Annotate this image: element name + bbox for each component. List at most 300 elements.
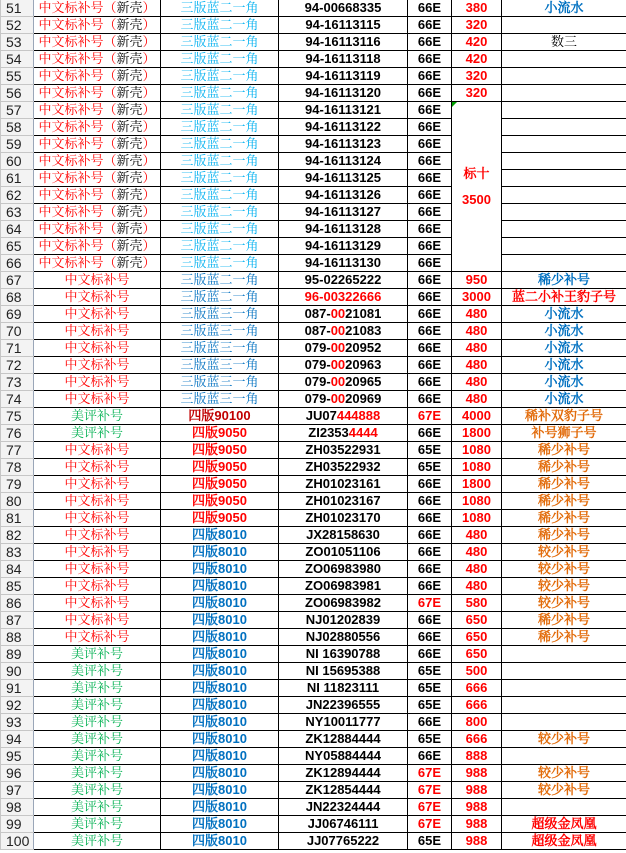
row-number[interactable]: 94 [1,731,34,748]
cell-serial-number[interactable] [279,323,408,340]
row-number[interactable]: 57 [1,102,34,119]
cell-note[interactable] [502,680,626,697]
cell-price[interactable]: 480 [452,374,502,391]
cell-series[interactable] [161,816,279,833]
cell-note[interactable]: 补号狮子号 [502,425,626,442]
row-number[interactable]: 82 [1,527,34,544]
cell-grade[interactable]: 67E [408,782,452,799]
cell-grade[interactable]: 66E [408,357,452,374]
cell-grade[interactable]: 66E [408,17,452,34]
cell-note[interactable] [502,68,626,85]
cell-note[interactable] [502,136,626,153]
cell-grade[interactable]: 66E [408,68,452,85]
cell-price[interactable]: 420 [452,34,502,51]
cell-grade[interactable]: 67E [408,799,452,816]
cell-serial-number[interactable] [279,408,408,425]
row-number[interactable]: 66 [1,255,34,272]
cell-serial-number[interactable] [279,493,408,510]
row-number[interactable]: 75 [1,408,34,425]
cell-series[interactable] [161,204,279,221]
cell-price[interactable]: 1800 [452,476,502,493]
cell-price[interactable]: 988 [452,833,502,850]
cell-category[interactable] [34,408,161,425]
cell-category[interactable] [34,629,161,646]
cell-category[interactable] [34,170,161,187]
cell-price[interactable]: 3000 [452,289,502,306]
cell-category[interactable] [34,459,161,476]
cell-grade[interactable]: 66E [408,238,452,255]
cell-serial-number[interactable] [279,68,408,85]
cell-grade[interactable]: 66E [408,578,452,595]
cell-serial-number[interactable] [279,799,408,816]
cell-note[interactable]: 小流水 [502,323,626,340]
cell-series[interactable] [161,289,279,306]
cell-grade[interactable]: 66E [408,136,452,153]
cell-serial-number[interactable] [279,357,408,374]
cell-grade[interactable]: 66E [408,527,452,544]
cell-grade[interactable]: 67E [408,408,452,425]
row-number[interactable]: 87 [1,612,34,629]
cell-category[interactable] [34,51,161,68]
cell-series[interactable] [161,663,279,680]
cell-category[interactable] [34,561,161,578]
cell-serial-number[interactable] [279,391,408,408]
cell-note[interactable]: 超级金凤凰 [502,816,626,833]
cell-note[interactable] [502,85,626,102]
cell-category[interactable] [34,391,161,408]
cell-category[interactable] [34,510,161,527]
cell-serial-number[interactable] [279,646,408,663]
row-number[interactable]: 65 [1,238,34,255]
cell-price[interactable]: 950 [452,272,502,289]
cell-note[interactable]: 较少补号 [502,544,626,561]
cell-note[interactable] [502,663,626,680]
cell-grade[interactable]: 66E [408,629,452,646]
cell-series[interactable] [161,425,279,442]
cell-series[interactable] [161,680,279,697]
cell-note[interactable]: 稀少补号 [502,442,626,459]
cell-serial-number[interactable] [279,680,408,697]
cell-price[interactable]: 666 [452,731,502,748]
cell-price[interactable]: 988 [452,816,502,833]
cell-category[interactable] [34,748,161,765]
cell-price[interactable]: 480 [452,340,502,357]
cell-category[interactable] [34,476,161,493]
cell-series[interactable] [161,136,279,153]
cell-series[interactable] [161,170,279,187]
cell-series[interactable] [161,459,279,476]
cell-grade[interactable]: 66E [408,425,452,442]
cell-category[interactable] [34,799,161,816]
cell-series[interactable] [161,272,279,289]
row-number[interactable]: 89 [1,646,34,663]
cell-grade[interactable]: 66E [408,493,452,510]
cell-serial-number[interactable] [279,816,408,833]
cell-series[interactable] [161,527,279,544]
cell-price[interactable]: 800 [452,714,502,731]
cell-series[interactable] [161,51,279,68]
cell-note[interactable]: 超级金凤凰 [502,833,626,850]
row-number[interactable]: 76 [1,425,34,442]
row-number[interactable]: 90 [1,663,34,680]
cell-series[interactable] [161,238,279,255]
cell-serial-number[interactable] [279,0,408,17]
cell-category[interactable] [34,119,161,136]
cell-serial-number[interactable] [279,255,408,272]
row-number[interactable]: 69 [1,306,34,323]
cell-serial-number[interactable] [279,136,408,153]
cell-category[interactable] [34,68,161,85]
cell-grade[interactable]: 65E [408,731,452,748]
cell-price[interactable]: 666 [452,680,502,697]
cell-category[interactable] [34,612,161,629]
row-number[interactable]: 95 [1,748,34,765]
cell-note[interactable] [502,714,626,731]
cell-serial-number[interactable] [279,85,408,102]
cell-note[interactable] [502,204,626,221]
cell-note[interactable]: 较少补号 [502,782,626,799]
cell-serial-number[interactable] [279,102,408,119]
cell-grade[interactable]: 66E [408,561,452,578]
cell-series[interactable] [161,799,279,816]
row-number[interactable]: 63 [1,204,34,221]
cell-grade[interactable]: 66E [408,255,452,272]
cell-serial-number[interactable] [279,459,408,476]
row-number[interactable]: 70 [1,323,34,340]
cell-serial-number[interactable] [279,187,408,204]
cell-series[interactable] [161,612,279,629]
cell-price[interactable]: 1080 [452,459,502,476]
cell-price[interactable]: 480 [452,561,502,578]
row-number[interactable]: 100 [1,833,34,850]
cell-category[interactable] [34,272,161,289]
cell-category[interactable] [34,357,161,374]
cell-serial-number[interactable] [279,425,408,442]
cell-note[interactable]: 小流水 [502,306,626,323]
cell-serial-number[interactable] [279,238,408,255]
cell-grade[interactable]: 66E [408,204,452,221]
cell-series[interactable] [161,544,279,561]
row-number[interactable]: 56 [1,85,34,102]
cell-note[interactable]: 稀少补号 [502,510,626,527]
row-number[interactable]: 74 [1,391,34,408]
cell-serial-number[interactable] [279,561,408,578]
cell-serial-number[interactable] [279,17,408,34]
cell-price[interactable]: 1080 [452,442,502,459]
row-number[interactable]: 85 [1,578,34,595]
cell-price[interactable]: 650 [452,612,502,629]
cell-note[interactable]: 稀少补号 [502,476,626,493]
cell-serial-number[interactable] [279,697,408,714]
cell-series[interactable] [161,748,279,765]
cell-note[interactable] [502,170,626,187]
cell-grade[interactable]: 65E [408,697,452,714]
cell-serial-number[interactable] [279,221,408,238]
cell-category[interactable] [34,238,161,255]
cell-serial-number[interactable] [279,748,408,765]
cell-note[interactable]: 小流水 [502,340,626,357]
cell-serial-number[interactable] [279,782,408,799]
cell-category[interactable] [34,816,161,833]
cell-grade[interactable]: 67E [408,765,452,782]
row-number[interactable]: 97 [1,782,34,799]
cell-series[interactable] [161,340,279,357]
row-number[interactable]: 99 [1,816,34,833]
row-number[interactable]: 52 [1,17,34,34]
row-number[interactable]: 77 [1,442,34,459]
cell-series[interactable] [161,476,279,493]
cell-grade[interactable]: 66E [408,391,452,408]
cell-note[interactable] [502,119,626,136]
cell-category[interactable] [34,544,161,561]
cell-series[interactable] [161,34,279,51]
cell-serial-number[interactable] [279,527,408,544]
cell-price[interactable]: 888 [452,748,502,765]
cell-series[interactable] [161,697,279,714]
row-number[interactable]: 59 [1,136,34,153]
cell-grade[interactable]: 66E [408,748,452,765]
row-number[interactable]: 68 [1,289,34,306]
cell-note[interactable]: 稀少补号 [502,612,626,629]
row-number[interactable]: 71 [1,340,34,357]
cell-category[interactable] [34,102,161,119]
cell-category[interactable] [34,714,161,731]
cell-note[interactable] [502,17,626,34]
cell-note[interactable]: 较少补号 [502,595,626,612]
cell-category[interactable] [34,833,161,850]
cell-grade[interactable]: 66E [408,374,452,391]
cell-category[interactable] [34,306,161,323]
cell-category[interactable] [34,0,161,17]
row-number[interactable]: 91 [1,680,34,697]
cell-category[interactable] [34,204,161,221]
cell-category[interactable] [34,578,161,595]
cell-category[interactable] [34,187,161,204]
row-number[interactable]: 79 [1,476,34,493]
cell-serial-number[interactable] [279,272,408,289]
cell-price[interactable]: 650 [452,646,502,663]
cell-price[interactable]: 988 [452,765,502,782]
cell-serial-number[interactable] [279,374,408,391]
cell-series[interactable] [161,782,279,799]
cell-category[interactable] [34,782,161,799]
cell-price[interactable]: 380 [452,0,502,17]
cell-note[interactable] [502,153,626,170]
row-number[interactable]: 64 [1,221,34,238]
cell-series[interactable] [161,595,279,612]
cell-series[interactable] [161,357,279,374]
cell-note[interactable] [502,255,626,272]
cell-category[interactable] [34,85,161,102]
cell-note[interactable]: 稀补双豹子号 [502,408,626,425]
cell-series[interactable] [161,255,279,272]
cell-price[interactable]: 666 [452,697,502,714]
cell-price[interactable]: 1080 [452,493,502,510]
cell-price[interactable]: 4000 [452,408,502,425]
cell-grade[interactable]: 66E [408,221,452,238]
cell-serial-number[interactable] [279,544,408,561]
cell-note[interactable]: 稀少补号 [502,493,626,510]
cell-serial-number[interactable] [279,153,408,170]
row-number[interactable]: 61 [1,170,34,187]
row-number[interactable]: 67 [1,272,34,289]
cell-price[interactable]: 580 [452,595,502,612]
row-number[interactable]: 84 [1,561,34,578]
cell-serial-number[interactable] [279,578,408,595]
cell-series[interactable] [161,493,279,510]
cell-serial-number[interactable] [279,170,408,187]
cell-serial-number[interactable] [279,714,408,731]
row-number[interactable]: 53 [1,34,34,51]
cell-price-merged[interactable] [452,102,502,272]
row-number[interactable]: 60 [1,153,34,170]
row-number[interactable]: 78 [1,459,34,476]
cell-serial-number[interactable] [279,204,408,221]
row-number[interactable]: 86 [1,595,34,612]
cell-category[interactable] [34,595,161,612]
cell-serial-number[interactable] [279,663,408,680]
cell-note[interactable] [502,51,626,68]
cell-series[interactable] [161,187,279,204]
cell-category[interactable] [34,425,161,442]
row-number[interactable]: 80 [1,493,34,510]
cell-price[interactable]: 480 [452,578,502,595]
cell-series[interactable] [161,391,279,408]
cell-series[interactable] [161,221,279,238]
cell-note[interactable] [502,748,626,765]
cell-note[interactable]: 稀少补号 [502,459,626,476]
cell-series[interactable] [161,153,279,170]
cell-serial-number[interactable] [279,306,408,323]
cell-category[interactable] [34,765,161,782]
cell-grade[interactable]: 66E [408,306,452,323]
row-number[interactable]: 54 [1,51,34,68]
cell-series[interactable] [161,68,279,85]
cell-serial-number[interactable] [279,629,408,646]
cell-series[interactable] [161,578,279,595]
cell-price[interactable]: 1080 [452,510,502,527]
cell-price[interactable]: 988 [452,782,502,799]
cell-category[interactable] [34,527,161,544]
cell-price[interactable]: 480 [452,323,502,340]
cell-serial-number[interactable] [279,442,408,459]
cell-note[interactable]: 较少补号 [502,561,626,578]
row-number[interactable]: 93 [1,714,34,731]
cell-grade[interactable]: 66E [408,102,452,119]
row-number[interactable]: 98 [1,799,34,816]
cell-grade[interactable]: 66E [408,272,452,289]
cell-category[interactable] [34,323,161,340]
cell-serial-number[interactable] [279,765,408,782]
cell-series[interactable] [161,561,279,578]
row-number[interactable]: 73 [1,374,34,391]
cell-series[interactable] [161,510,279,527]
cell-serial-number[interactable] [279,289,408,306]
cell-note[interactable]: 蓝二小补王豹子号 [502,289,626,306]
cell-category[interactable] [34,255,161,272]
cell-series[interactable] [161,765,279,782]
cell-grade[interactable]: 66E [408,612,452,629]
cell-grade[interactable]: 66E [408,510,452,527]
cell-grade[interactable]: 66E [408,476,452,493]
cell-series[interactable] [161,374,279,391]
row-number[interactable]: 96 [1,765,34,782]
row-number[interactable]: 92 [1,697,34,714]
cell-category[interactable] [34,663,161,680]
cell-grade[interactable]: 66E [408,119,452,136]
cell-grade[interactable]: 66E [408,153,452,170]
cell-serial-number[interactable] [279,510,408,527]
cell-note[interactable]: 较少补号 [502,731,626,748]
cell-serial-number[interactable] [279,612,408,629]
cell-grade[interactable]: 65E [408,680,452,697]
cell-price[interactable]: 480 [452,306,502,323]
cell-serial-number[interactable] [279,833,408,850]
cell-grade[interactable]: 67E [408,816,452,833]
cell-grade[interactable]: 65E [408,442,452,459]
cell-category[interactable] [34,680,161,697]
cell-price[interactable]: 1800 [452,425,502,442]
cell-category[interactable] [34,340,161,357]
cell-price[interactable]: 420 [452,51,502,68]
cell-price[interactable]: 650 [452,629,502,646]
cell-grade[interactable]: 65E [408,833,452,850]
cell-grade[interactable]: 67E [408,595,452,612]
cell-series[interactable] [161,629,279,646]
cell-category[interactable] [34,34,161,51]
cell-category[interactable] [34,697,161,714]
cell-note[interactable]: 数三 [502,34,626,51]
row-number[interactable]: 58 [1,119,34,136]
cell-price[interactable]: 500 [452,663,502,680]
cell-series[interactable] [161,731,279,748]
cell-price[interactable]: 988 [452,799,502,816]
cell-grade[interactable]: 66E [408,646,452,663]
cell-grade[interactable]: 66E [408,34,452,51]
cell-grade[interactable]: 65E [408,459,452,476]
cell-category[interactable] [34,289,161,306]
row-number[interactable]: 88 [1,629,34,646]
cell-category[interactable] [34,442,161,459]
cell-note[interactable]: 稀少补号 [502,527,626,544]
cell-price[interactable]: 480 [452,544,502,561]
cell-grade[interactable]: 66E [408,544,452,561]
cell-series[interactable] [161,833,279,850]
row-number[interactable]: 55 [1,68,34,85]
cell-price[interactable]: 320 [452,85,502,102]
cell-series[interactable] [161,646,279,663]
cell-category[interactable] [34,17,161,34]
cell-note[interactable]: 小流水 [502,391,626,408]
cell-grade[interactable]: 66E [408,714,452,731]
cell-note[interactable] [502,221,626,238]
cell-grade[interactable]: 66E [408,289,452,306]
cell-grade[interactable]: 66E [408,85,452,102]
cell-price[interactable]: 480 [452,357,502,374]
cell-grade[interactable]: 66E [408,323,452,340]
row-number[interactable]: 51 [1,0,34,17]
cell-category[interactable] [34,153,161,170]
cell-series[interactable] [161,102,279,119]
cell-category[interactable] [34,493,161,510]
cell-series[interactable] [161,0,279,17]
cell-serial-number[interactable] [279,51,408,68]
cell-series[interactable] [161,85,279,102]
cell-category[interactable] [34,221,161,238]
cell-serial-number[interactable] [279,595,408,612]
cell-note[interactable]: 较少补号 [502,578,626,595]
cell-note[interactable] [502,187,626,204]
